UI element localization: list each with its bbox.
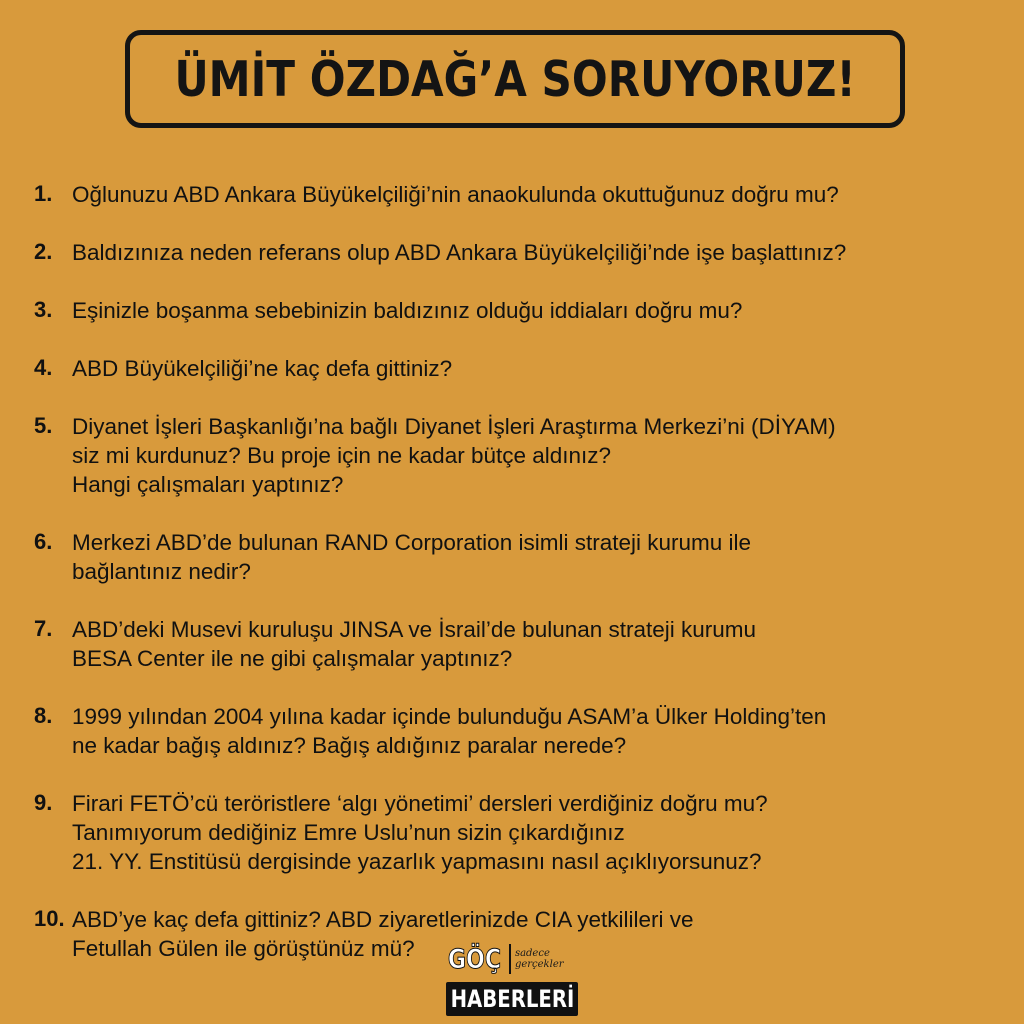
question-line: ne kadar bağış aldınız? Bağış aldığınız paralar nerede? [72, 733, 627, 758]
question-line: ABD’deki Musevi kuruluşu JINSA ve İsrail’de bulunan strateji kurumu [72, 617, 757, 642]
question-item [34, 528, 1004, 586]
question-line: ABD Büyükelçiliği’ne kaç defa gittiniz? [72, 356, 453, 381]
question-item [34, 702, 1004, 760]
question-line: BESA Center ile ne gibi çalışmalar yaptınız? [72, 646, 513, 671]
question-item [34, 789, 1004, 876]
title-box [125, 30, 905, 128]
question-line: bağlantınız nedir? [72, 559, 251, 584]
question-list [34, 180, 1004, 963]
question-number: 5. [34, 413, 53, 438]
question-text [72, 789, 1004, 876]
question-line: Hangi çalışmaları yaptınız? [72, 472, 344, 497]
question-text [72, 296, 1004, 325]
question-item [34, 615, 1004, 673]
question-text [72, 702, 1004, 760]
question-number: 3. [34, 297, 53, 322]
question-line: Eşinizle boşanma sebebinizin baldızınız olduğu iddiaları doğru mu? [72, 298, 743, 323]
goc-haberleri-logo [446, 940, 578, 1018]
question-text [72, 180, 1004, 209]
question-number: 8. [34, 703, 53, 728]
question-line: Baldızınıza neden referans olup ABD Ankara Büyükelçiliği’nde işe başlattınız? [72, 240, 847, 265]
logo-tagline [515, 948, 564, 970]
question-line: Diyanet İşleri Başkanlığı’na bağlı Diyanet İşleri Araştırma Merkezi’ni (DİYAM) [72, 414, 836, 439]
question-text [72, 238, 1004, 267]
question-text [72, 354, 1004, 383]
logo-goc-text: GÖÇ [447, 943, 502, 975]
logo-bottom-bar [446, 982, 578, 1016]
logo-tagline-1: sadece [514, 948, 550, 959]
question-number: 7. [34, 616, 53, 641]
question-line: Merkezi ABD’de bulunan RAND Corporation isimli strateji kurumu ile [72, 530, 752, 555]
logo-tagline-2: gerçekler [514, 959, 564, 970]
question-line: Oğlunuzu ABD Ankara Büyükelçiliği’nin anaokulunda okuttuğunuz doğru mu? [72, 182, 839, 207]
question-item [34, 296, 1004, 325]
question-line: Fetullah Gülen ile görüştünüz mü? [72, 936, 415, 961]
question-number: 10. [34, 906, 65, 931]
question-number: 6. [34, 529, 53, 554]
question-line: 1999 yılından 2004 yılına kadar içinde bulunduğu ASAM’a Ülker Holding’ten [72, 704, 827, 729]
question-item [34, 412, 1004, 499]
logo-divider [509, 944, 511, 974]
question-text [72, 412, 1004, 499]
question-line: Tanımıyorum dediğiniz Emre Uslu’nun sizin çıkardığınız [72, 820, 625, 845]
question-text [72, 615, 1004, 673]
question-number: 2. [34, 239, 53, 264]
question-item [34, 180, 1004, 209]
question-line: siz mi kurdunuz? Bu proje için ne kadar bütçe aldınız? [72, 443, 612, 468]
logo-top-row [446, 942, 564, 976]
logo-haberleri-text: HABERLERİ [450, 985, 574, 1013]
question-number: 9. [34, 790, 53, 815]
question-number: 1. [34, 181, 53, 206]
question-line: ABD’ye kaç defa gittiniz? ABD ziyaretlerinizde CIA yetkilileri ve [72, 907, 694, 932]
question-number: 4. [34, 355, 53, 380]
question-item [34, 354, 1004, 383]
question-line: 21. YY. Enstitüsü dergisinde yazarlık yapmasını nasıl açıklıyorsunuz? [72, 849, 762, 874]
question-line: Firari FETÖ’cü teröristlere ‘algı yönetimi’ dersleri verdiğiniz doğru mu? [72, 791, 768, 816]
page-title: ÜMİT ÖZDAĞ’A SORUYORUZ! [174, 50, 856, 108]
question-item [34, 238, 1004, 267]
question-text [72, 528, 1004, 586]
